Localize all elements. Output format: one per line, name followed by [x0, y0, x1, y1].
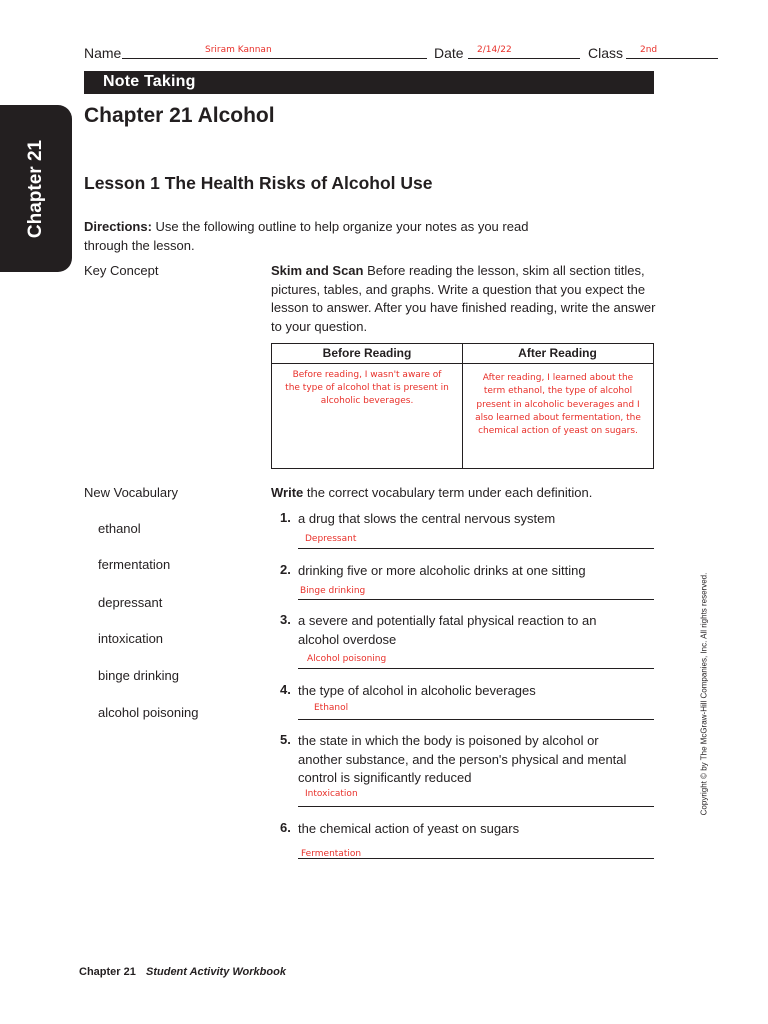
vocabulary-instruction	[271, 484, 592, 503]
question-answer[interactable]: Intoxication	[305, 789, 358, 799]
directions-text: Use the following outline to help organize your notes as you read through the lesson.	[84, 219, 529, 253]
answer-line	[298, 719, 654, 720]
directions	[84, 218, 554, 255]
name-label: Name	[84, 45, 122, 61]
date-label: Date	[434, 45, 464, 61]
side-tab-text: Chapter 21	[25, 139, 46, 239]
question-text: a drug that slows the central nervous system	[298, 511, 556, 526]
banner-text: Note Taking	[103, 73, 196, 90]
name-line	[122, 58, 427, 59]
question-number: 4.	[280, 682, 291, 697]
copyright-notice: Copyright © by The McGraw-Hill Companies, Inc. All rights reserved.	[699, 572, 709, 816]
question-text: drinking five or more alcoholic drinks at one sitting	[298, 563, 586, 578]
key-concept-label: Key Concept	[84, 263, 159, 278]
vocab-term: fermentation	[98, 557, 171, 572]
question-number: 6.	[280, 820, 291, 835]
question-number: 3.	[280, 612, 291, 627]
note-taking-banner	[84, 71, 654, 94]
question-number: 2.	[280, 562, 291, 577]
question-text: the type of alcohol in alcoholic beverages	[298, 683, 536, 698]
answer-line	[298, 858, 654, 859]
date-line	[468, 58, 580, 59]
answer-line	[298, 668, 654, 669]
before-reading-header: Before Reading	[272, 344, 462, 364]
before-after-table	[271, 343, 654, 469]
skim-and-scan	[271, 262, 656, 336]
chapter-side-tab	[0, 105, 72, 272]
vocab-term: ethanol	[98, 521, 141, 536]
footer-workbook: Student Activity Workbook	[146, 966, 286, 978]
question-answer[interactable]: Alcohol poisoning	[307, 654, 387, 664]
after-reading-answer[interactable]: After reading, I learned about the term ethanol, the type of alcohol present in alcoholic beverages and I also learned about fermentation, the chemical action of yeast on sugars.	[475, 373, 641, 437]
name-answer[interactable]: Sriram Kannan	[205, 45, 272, 55]
table-divider	[462, 344, 463, 468]
skim-lead: Skim and Scan	[271, 263, 364, 278]
lesson-title: Lesson 1 The Health Risks of Alcohol Use	[84, 173, 433, 193]
class-label: Class	[588, 45, 624, 61]
question-answer[interactable]: Ethanol	[314, 703, 349, 713]
vocab-term: binge drinking	[98, 668, 179, 683]
answer-line	[298, 599, 654, 600]
question-answer[interactable]: Binge drinking	[300, 586, 366, 596]
new-vocabulary-label: New Vocabulary	[84, 485, 178, 500]
question-number: 5.	[280, 732, 291, 747]
chapter-title: Chapter 21 Alcohol	[84, 104, 275, 127]
vocab-term: depressant	[98, 595, 163, 610]
after-reading-header: After Reading	[462, 344, 653, 364]
answer-line	[298, 806, 654, 807]
skim-text: Before reading the lesson, skim all section titles, pictures, tables, and graphs. Write a question that you expect the lesson to answer. After you have finished reading, write the answer to your question.	[271, 263, 656, 334]
footer-chapter: Chapter 21	[79, 966, 136, 978]
question-answer[interactable]: Depressant	[305, 534, 357, 544]
answer-line	[298, 548, 654, 549]
instruction-text: the correct vocabulary term under each definition.	[303, 485, 593, 500]
class-answer[interactable]: 2nd	[640, 45, 658, 55]
date-answer[interactable]: 2/14/22	[477, 45, 512, 55]
question-text: a severe and potentially fatal physical reaction to an alcohol overdose	[298, 613, 597, 647]
vocab-term: alcohol poisoning	[98, 705, 199, 720]
question-answer[interactable]: Fermentation	[301, 849, 362, 859]
directions-label: Directions:	[84, 219, 152, 234]
class-line	[626, 58, 718, 59]
question-text: the state in which the body is poisoned by alcohol or another substance, and the person's physical and mental control is significantly reduced	[298, 733, 627, 785]
question-text: the chemical action of yeast on sugars	[298, 821, 520, 836]
vocab-term: intoxication	[98, 631, 164, 646]
question-number: 1.	[280, 510, 291, 525]
instruction-lead: Write	[271, 485, 304, 500]
before-reading-answer[interactable]: Before reading, I wasn't aware of the type of alcohol that is present in alcoholic beverages.	[285, 370, 449, 406]
